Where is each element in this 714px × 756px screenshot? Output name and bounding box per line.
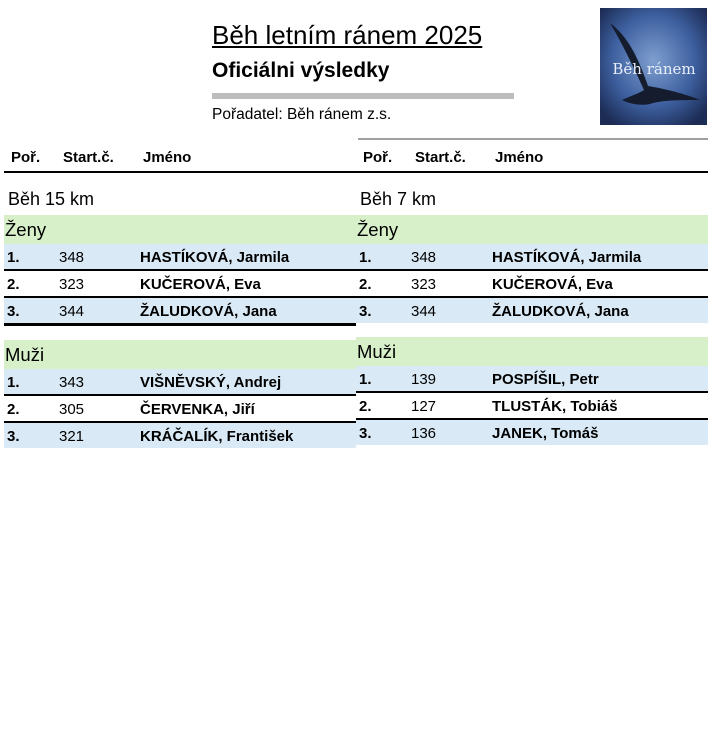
start-number: 323 (59, 276, 85, 293)
table-row (356, 393, 708, 420)
runner-name: POSPÍŠIL, Petr (492, 371, 599, 388)
start-number: 139 (411, 371, 437, 388)
results-15km (4, 140, 356, 448)
col-header-name: Jméno (143, 149, 192, 166)
table-row (4, 396, 356, 423)
place: 3. (359, 303, 372, 320)
table-header (4, 140, 356, 173)
runner-name: HASTÍKOVÁ, Jarmila (140, 249, 290, 266)
col-header-place: Poř. (11, 149, 41, 166)
runner-name: HASTÍKOVÁ, Jarmila (492, 249, 642, 266)
runner-name: ŽALUDKOVÁ, Jana (492, 303, 629, 320)
logo-text: Běh ránem (612, 60, 696, 78)
table-row (4, 369, 356, 396)
logo (600, 8, 707, 125)
start-number: 344 (411, 303, 437, 320)
place: 2. (359, 398, 372, 415)
table-row (4, 298, 356, 326)
start-number: 127 (411, 398, 437, 415)
col-header-start: Start.č. (415, 149, 466, 166)
runner-name: ČERVENKA, Jiří (140, 401, 255, 418)
table-row (4, 423, 356, 448)
start-number: 348 (411, 249, 437, 266)
start-number: 348 (59, 249, 85, 266)
page-subtitle: Oficiálni výsledky (212, 59, 390, 82)
start-number: 305 (59, 401, 85, 418)
page-title: Běh letním ránem 2025 (212, 20, 483, 50)
start-number: 136 (411, 425, 437, 442)
col-header-place: Poř. (363, 149, 393, 166)
runner-name: JANEK, Tomáš (492, 425, 599, 442)
distance-label: Běh 7 km (360, 189, 437, 209)
start-number: 343 (59, 374, 85, 391)
col-header-name: Jméno (495, 149, 544, 166)
results-7km (356, 140, 708, 445)
place: 3. (359, 425, 372, 442)
place: 2. (359, 276, 372, 293)
place: 1. (359, 371, 372, 388)
table-header (356, 140, 708, 173)
table-row (356, 420, 708, 445)
organizer-text: Pořadatel: Běh ránem z.s. (212, 106, 392, 123)
table-row (356, 298, 708, 323)
start-number: 321 (59, 428, 85, 445)
divider (212, 93, 514, 99)
category-women (4, 215, 356, 244)
table-row (356, 271, 708, 298)
place: 2. (7, 276, 20, 293)
runner-name: ŽALUDKOVÁ, Jana (140, 303, 277, 320)
start-number: 344 (59, 303, 85, 320)
distance-label: Běh 15 km (8, 189, 95, 209)
place: 1. (359, 249, 372, 266)
category-men (356, 337, 708, 366)
category-men (4, 340, 356, 369)
category-label: Ženy (357, 219, 399, 240)
start-number: 323 (411, 276, 437, 293)
runner-name: VIŠNĚVSKÝ, Andrej (140, 374, 282, 391)
place: 1. (7, 374, 20, 391)
place: 2. (7, 401, 20, 418)
runner-name: TLUSTÁK, Tobiáš (492, 398, 618, 415)
runner-name: KUČEROVÁ, Eva (140, 276, 261, 293)
runner-name: KRÁČALÍK, František (140, 428, 294, 445)
category-label: Ženy (5, 219, 47, 240)
table-row (4, 271, 356, 298)
place: 1. (7, 249, 20, 266)
table-row (4, 244, 356, 271)
place: 3. (7, 303, 20, 320)
category-label: Muži (5, 344, 45, 365)
table-row (356, 366, 708, 393)
place: 3. (7, 428, 20, 445)
category-women (356, 215, 708, 244)
table-row (356, 244, 708, 271)
runner-name: KUČEROVÁ, Eva (492, 276, 613, 293)
col-header-start: Start.č. (63, 149, 114, 166)
category-label: Muži (357, 341, 397, 362)
